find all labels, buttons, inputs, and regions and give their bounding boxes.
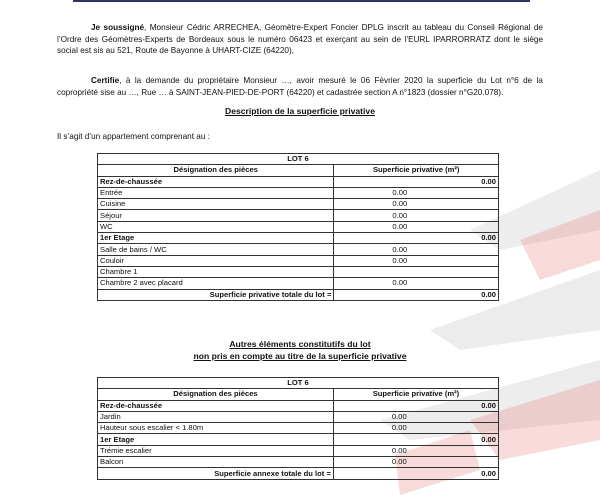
table-row — [98, 244, 499, 255]
section-heading-line-1: Autres éléments constitutifs du lot — [229, 339, 371, 349]
room-area: 0.00 — [333, 434, 498, 445]
room-name: Rez-de-chaussée — [98, 176, 334, 187]
table-row — [98, 187, 499, 198]
table-total-row — [98, 468, 499, 479]
table-row — [98, 400, 499, 411]
room-area: 0.00 — [334, 187, 499, 198]
room-area: 0.00 — [334, 278, 499, 289]
column-header-area: Superficie privative (m²) — [334, 165, 499, 176]
section-heading-private-area: Description de la superficie privative — [225, 106, 375, 116]
table-row — [98, 434, 499, 445]
room-area: 0.00 — [334, 255, 499, 266]
column-header-area: Superficie privative (m²) — [333, 389, 498, 400]
table-title-row — [98, 378, 499, 389]
room-area: 0.00 — [334, 210, 499, 221]
room-name: 1er Etage — [98, 434, 334, 445]
room-area: 0.00 — [333, 400, 498, 411]
room-name: Hauteur sous escalier < 1.80m — [98, 423, 334, 434]
private-area-table — [97, 153, 499, 301]
room-area: 0.00 — [334, 176, 499, 187]
table-title: LOT 6 — [98, 154, 499, 165]
table-row — [98, 266, 499, 277]
table-title: LOT 6 — [98, 378, 499, 389]
room-name: 1er Etage — [98, 233, 334, 244]
intro-text: Il s’agit d’un appartement comprenant au : — [57, 132, 210, 141]
room-name: Salle de bains / WC — [98, 244, 334, 255]
table-row — [98, 278, 499, 289]
table-row — [98, 411, 499, 422]
total-value: 0.00 — [333, 468, 498, 479]
room-name: Balcon — [98, 457, 334, 468]
table-total-row — [98, 289, 499, 300]
table-row — [98, 457, 499, 468]
table-row — [98, 210, 499, 221]
table-row — [98, 255, 499, 266]
room-area: 0.00 — [333, 411, 498, 422]
section-heading-other-elements — [0, 338, 600, 362]
room-area: 0.00 — [333, 445, 498, 456]
room-name: Couloir — [98, 255, 334, 266]
room-name: Rez-de-chaussée — [98, 400, 334, 411]
room-area: 0.00 — [334, 233, 499, 244]
total-label: Superficie privative totale du lot = — [98, 289, 334, 300]
declaration-text: , Monsieur Cédric ARRECHEA, Géomètre-Expert Foncier DPLG inscrit au tableau du Conseil Régional de l’Ordre des Géomètres-Experts de Bordeaux sous le numéro 06423 et exerçant au sein de l’EURL IPARRORRATZ dont le siège social est sis au 521, Route de Bayonne à UHART-CIZE (64220), — [57, 23, 543, 56]
room-area: 0.00 — [333, 457, 498, 468]
certification-paragraph — [57, 75, 543, 98]
column-header-rooms: Désignation des pièces — [98, 389, 334, 400]
table-row — [98, 233, 499, 244]
table-title-row — [98, 154, 499, 165]
table-header-row — [98, 165, 499, 176]
total-value: 0.00 — [334, 289, 499, 300]
section-heading-line-2: non pris en compte au titre de la superficie privative — [193, 351, 407, 361]
column-header-rooms: Désignation des pièces — [98, 165, 334, 176]
room-name: Chambre 2 avec placard — [98, 278, 334, 289]
room-name: Séjour — [98, 210, 334, 221]
room-area: 0.00 — [334, 244, 499, 255]
table-row — [98, 423, 499, 434]
total-label: Superficie annexe totale du lot = — [98, 468, 334, 479]
certification-text: , à la demande du propriétaire Monsieur …, avoir mesuré le 06 Février 2020 la superficie du Lot n°6 de la copropriété sise au …, Rue … à SAINT-JEAN-PIED-DE-PORT (64220) et cadastrée section A n°1823 (dossier n°G20.078). — [57, 76, 543, 97]
room-name: Trémie escalier — [98, 445, 334, 456]
room-name: Chambre 1 — [98, 266, 334, 277]
table-row — [98, 176, 499, 187]
room-area — [334, 266, 499, 277]
table-row — [98, 221, 499, 232]
room-name: WC — [98, 221, 334, 232]
room-area: 0.00 — [334, 199, 499, 210]
certification-lead: Certifie — [91, 76, 120, 86]
declaration-lead: Je soussigné — [91, 23, 145, 33]
table-header-row — [98, 389, 499, 400]
table-row — [98, 199, 499, 210]
declaration-paragraph — [57, 22, 543, 57]
room-area: 0.00 — [333, 423, 498, 434]
room-name: Cuisine — [98, 199, 334, 210]
table-row — [98, 445, 499, 456]
room-name: Jardin — [98, 411, 334, 422]
annex-area-table — [97, 377, 499, 480]
room-area: 0.00 — [334, 221, 499, 232]
room-name: Entrée — [98, 187, 334, 198]
